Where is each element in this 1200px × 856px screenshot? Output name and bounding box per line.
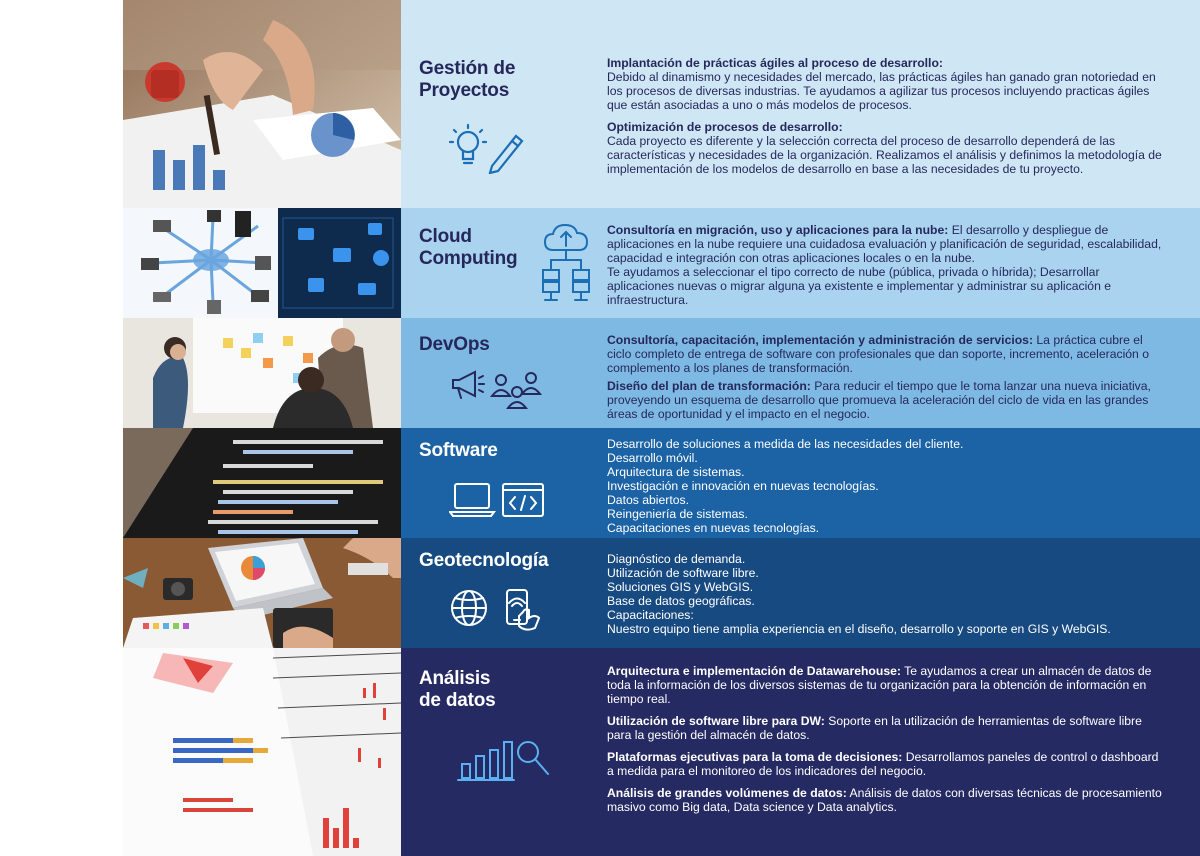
section-body: Consultoría, capacitación, implementación y administración de servicios: La práctica cubre el ciclo completo de entrega de software con profesionales que dan soporte, incremento, aceleración o complemento a los planes de transformación. Diseño del plan de transformación: Para reducir el tiempo que le toma lanzar una nueva iniciativa, proveyendo un esquema de desarrollo que promueva la aceleración del ciclo de vida en las grandes áreas de oportunidad y el impacto en el negocio. xyxy=(607,333,1151,421)
band-geotecnologia xyxy=(401,538,1200,648)
section-body: Desarrollo de soluciones a medida de las necesidades del cliente. Desarrollo móvil. Arquitectura de sistemas. Investigación e innovación en nuevas tecnologías. Datos abiertos. Reingeniería de sistemas. Capacitaciones en nuevas tecnologías. xyxy=(607,437,964,535)
section-body: Arquitectura e implementación de Datawarehouse: Te ayudamos a crear un almacén de datos de toda la información de los diversos sistemas de tu organización para la obtención de información en tiempo real. Utilización de software libre para DW: Soporte en la utilización de herramientas de software libre para la gestión del almacén de datos. Plataformas ejecutivas para la toma de decisiones: Desarrollamos paneles de control o dashboard a medida para el monitoreo de los indicadores del negocio. Análisis de grandes volúmenes de datos: Análisis de datos con diversas técnicas de procesamiento masivo como Big data, Data science y Data analytics. xyxy=(607,664,1162,814)
globe-phone-icon xyxy=(449,586,549,639)
band-devops xyxy=(401,318,1200,428)
section-body: Consultoría en migración, uso y aplicaciones para la nube: El desarrollo y despliegue de aplicaciones en la nube requiere una cuidadosa evaluación y planificación de seguridad, escalabilidad, capacidad e integración con otras aplicaciones locales o en la nube. Te ayudamos a seleccionar el tipo correcto de nube (pública, privada o híbrida); Desarrollar aplicaciones nuevas o migrar alguna ya existente e implementar y administrar su aplicación e infraestructura. xyxy=(607,223,1162,307)
laptop-code-icon xyxy=(449,480,545,525)
section-gestion-proyectos xyxy=(123,0,1200,208)
photo-code-screen xyxy=(123,428,401,538)
lightbulb-pencil-icon xyxy=(446,122,526,179)
section-devops xyxy=(123,318,1200,428)
photo-cloud-network xyxy=(123,208,401,318)
photo-data-reports xyxy=(123,648,401,856)
photo-business-charts xyxy=(123,0,401,208)
section-title: Gestión de Proyectos xyxy=(419,58,516,101)
section-cloud-computing xyxy=(123,208,1200,318)
section-title: DevOps xyxy=(419,334,490,355)
cloud-servers-icon xyxy=(541,222,593,309)
section-title: Software xyxy=(419,440,498,461)
section-analisis-datos xyxy=(123,648,1200,856)
section-body: Diagnóstico de demanda. Utilización de software libre. Soluciones GIS y WebGIS. Base de datos geográficas. Capacitaciones: Nuestro equipo tiene amplia experiencia en el diseño, desarrollo y soporte en GIS y WebGIS. xyxy=(607,552,1111,636)
bar-chart-magnifier-icon xyxy=(456,736,552,789)
section-body: Implantación de prácticas ágiles al proceso de desarrollo: Debido al dinamismo y necesidades del mercado, las prácticas ágiles han ganado gran notoriedad en los procesos de diversas industrias. Te ayudamos a agilizar tus procesos incluyendo practicas ágiles que están asociadas a uno o más modelos de procesos. Optimización de procesos de desarrollo: Cada proyecto es diferente y la selección correcta del proceso de desarrollo dependerá de las características y necesidades de la organización. Realizamos el análisis y definimos la metodología de implementación de los modelos de desarrollo en base a las necesidades de tu proyecto. xyxy=(607,56,1162,176)
section-geotecnologia xyxy=(123,538,1200,648)
band-analisis-datos xyxy=(401,648,1200,856)
photo-design-desk xyxy=(123,538,401,648)
band-cloud-computing xyxy=(401,208,1200,318)
section-title: Cloud Computing xyxy=(419,226,518,269)
band-software xyxy=(401,428,1200,538)
photo-team-whiteboard xyxy=(123,318,401,428)
band-gestion-proyectos xyxy=(401,0,1200,208)
section-title: Análisis de datos xyxy=(419,668,496,711)
section-title: Geotecnología xyxy=(419,550,549,571)
megaphone-team-icon xyxy=(449,366,559,415)
section-software xyxy=(123,428,1200,538)
